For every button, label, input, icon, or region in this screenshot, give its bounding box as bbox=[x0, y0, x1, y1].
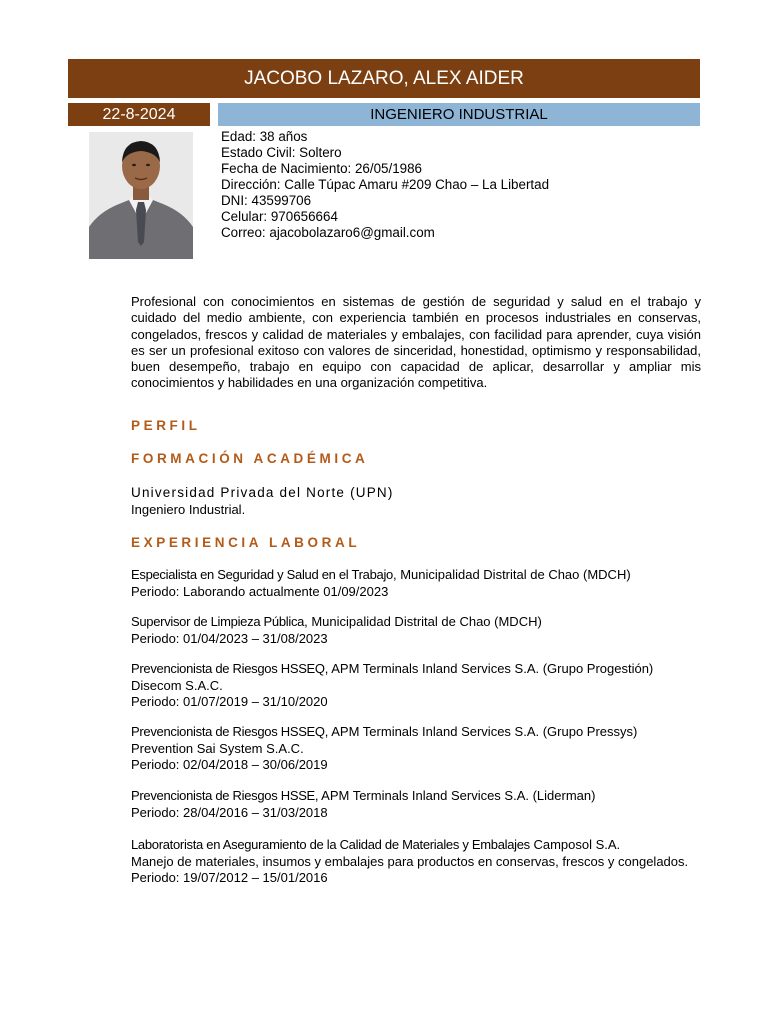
experience-period: Periodo: 02/04/2018 – 30/06/2019 bbox=[131, 757, 328, 772]
portrait-image bbox=[89, 132, 193, 259]
experience-extra: Prevention Sai System S.A.C. bbox=[131, 740, 304, 756]
section-formacion: FORMACIÓN ACADÉMICA bbox=[131, 451, 369, 466]
marital-status: Estado Civil: Soltero bbox=[221, 145, 342, 160]
section-experiencia: EXPERIENCIA LABORAL bbox=[131, 535, 361, 550]
education-institution: Universidad Privada del Norte (UPN) bbox=[131, 485, 394, 500]
experience-role: Prevencionista de Riesgos HSSEQ bbox=[131, 661, 325, 676]
profile-photo bbox=[89, 132, 193, 259]
education-entry bbox=[131, 485, 713, 518]
experience-company: APM Terminals Inland Services S.A. (Liderman) bbox=[318, 788, 596, 803]
address: Dirección: Calle Túpac Amaru #209 Chao – La Libertad bbox=[221, 177, 550, 192]
experience-period: Periodo: 01/07/2019 – 31/10/2020 bbox=[131, 694, 328, 709]
candidate-name-banner bbox=[68, 59, 700, 98]
profession-title: INGENIERO INDUSTRIAL bbox=[218, 103, 700, 126]
experience-period: Periodo: 19/07/2012 – 15/01/2016 bbox=[131, 870, 328, 885]
experience-extra: Disecom S.A.C. bbox=[131, 677, 223, 693]
experience-item bbox=[131, 614, 713, 647]
email: Correo: ajacobolazaro6@gmail.com bbox=[221, 225, 435, 240]
experience-company: Camposol S.A. bbox=[529, 837, 621, 852]
birth-date: Fecha de Nacimiento: 26/05/1986 bbox=[221, 161, 422, 176]
personal-info bbox=[221, 129, 549, 241]
experience-role: Prevencionista de Riesgos HSSE, bbox=[131, 788, 319, 803]
candidate-name: JACOBO LAZARO, ALEX AIDER bbox=[244, 68, 524, 89]
experience-period: Periodo: 28/04/2016 – 31/03/2018 bbox=[131, 804, 328, 820]
experience-company: , Municipalidad Distrital de Chao (MDCH) bbox=[304, 614, 542, 629]
education-degree: Ingeniero Industrial. bbox=[131, 501, 246, 517]
experience-period: Periodo: 01/04/2023 – 31/08/2023 bbox=[131, 630, 328, 646]
experience-role: Prevencionista de Riesgos HSSEQ bbox=[131, 724, 325, 739]
experience-role: Especialista en Seguridad y Salud en el Trabajo bbox=[131, 567, 393, 582]
professional-summary: Profesional con conocimientos en sistemas de gestión de seguridad y salud en el trabajo y cuidado del medio ambiente, con experiencia también en procesos industriales en conservas, congelados, frescos y calidad de materiales y embalajes, con facilidad para aprender, cuya visión es ser un profesional exitoso con valores de sinceridad, honestidad, optimismo y responsabilidad, buen desempeño, trabajo en equipo con capacidad de aplicar, desarrollar y ampliar mis conocimientos y habilidades en una organización competitiva. bbox=[131, 294, 701, 391]
experience-company: , Municipalidad Distrital de Chao (MDCH) bbox=[392, 567, 631, 582]
section-perfil: PERFIL bbox=[131, 418, 201, 433]
experience-item bbox=[131, 788, 713, 821]
experience-item bbox=[131, 661, 713, 711]
phone: Celular: 970656664 bbox=[221, 209, 338, 224]
dni: DNI: 43599706 bbox=[221, 193, 312, 208]
experience-role: Supervisor de Limpieza Pública bbox=[131, 614, 305, 629]
experience-extra: Manejo de materiales, insumos y embalajes para productos en conservas, frescos y congelados. bbox=[131, 853, 689, 869]
experience-period: Periodo: Laborando actualmente 01/09/2023 bbox=[131, 583, 389, 599]
experience-item bbox=[131, 724, 713, 774]
experience-item bbox=[131, 837, 713, 887]
experience-role: Laboratorista en Aseguramiento de la Calidad de Materiales y Embalajes bbox=[131, 837, 530, 852]
experience-company: , APM Terminals Inland Services S.A. (Grupo Progestión) bbox=[324, 661, 654, 676]
cv-date: 22-8-2024 bbox=[68, 103, 210, 126]
experience-item bbox=[131, 567, 713, 600]
experience-company: , APM Terminals Inland Services S.A. (Grupo Pressys) bbox=[324, 724, 638, 739]
age: Edad: 38 años bbox=[221, 129, 308, 144]
